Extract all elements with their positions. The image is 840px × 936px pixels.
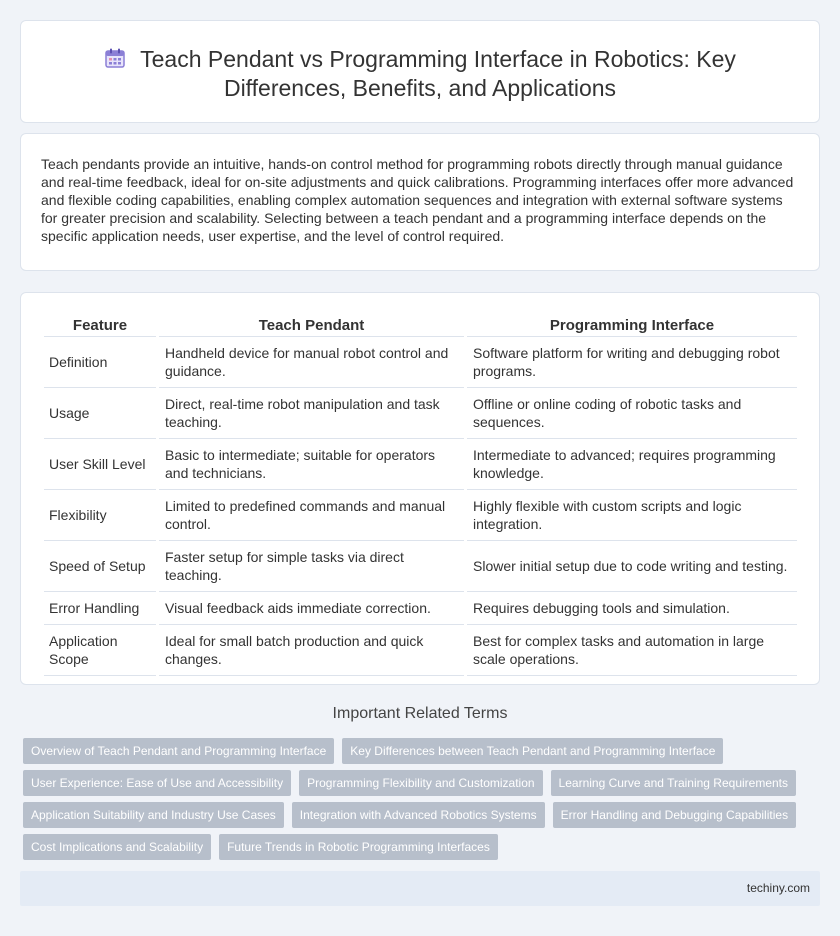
row-teach-pendant: Faster setup for simple tasks via direct teaching. bbox=[159, 541, 464, 592]
row-feature: Speed of Setup bbox=[44, 541, 156, 592]
table-row bbox=[44, 337, 797, 388]
title-line-1: Teach Pendant vs Programming Interface in Robotics: Key bbox=[140, 46, 736, 72]
table-row bbox=[44, 490, 797, 541]
page-title bbox=[21, 45, 819, 103]
related-tag[interactable]: Overview of Teach Pendant and Programming Interface bbox=[23, 738, 334, 764]
table-row bbox=[44, 592, 797, 625]
row-programming-interface: Requires debugging tools and simulation. bbox=[467, 592, 797, 625]
row-teach-pendant: Handheld device for manual robot control and guidance. bbox=[159, 337, 464, 388]
header-feature: Feature bbox=[44, 317, 156, 337]
row-feature: Application Scope bbox=[44, 625, 156, 676]
table-row bbox=[44, 439, 797, 490]
related-tag[interactable]: Learning Curve and Training Requirements bbox=[551, 770, 796, 796]
title-line-2: Differences, Benefits, and Applications bbox=[223, 75, 617, 101]
row-teach-pendant: Visual feedback aids immediate correction. bbox=[159, 592, 464, 625]
related-terms-title: Important Related Terms bbox=[332, 705, 508, 722]
row-feature: Usage bbox=[44, 388, 156, 439]
related-tag[interactable]: User Experience: Ease of Use and Accessibility bbox=[23, 770, 291, 796]
row-feature: User Skill Level bbox=[44, 439, 156, 490]
row-teach-pendant: Direct, real-time robot manipulation and task teaching. bbox=[159, 388, 464, 439]
related-tag[interactable]: Future Trends in Robotic Programming Interfaces bbox=[219, 834, 498, 860]
related-tag[interactable]: Application Suitability and Industry Use Cases bbox=[23, 802, 284, 828]
comparison-card bbox=[20, 292, 820, 685]
title-card bbox=[20, 20, 820, 123]
comparison-table bbox=[41, 317, 800, 676]
footer-site-link[interactable]: techiny.com bbox=[746, 881, 810, 895]
row-programming-interface: Offline or online coding of robotic tasks and sequences. bbox=[467, 388, 797, 439]
table-row bbox=[44, 388, 797, 439]
row-programming-interface: Software platform for writing and debugging robot programs. bbox=[467, 337, 797, 388]
row-teach-pendant: Ideal for small batch production and quick changes. bbox=[159, 625, 464, 676]
row-programming-interface: Intermediate to advanced; requires programming knowledge. bbox=[467, 439, 797, 490]
calendar-icon bbox=[104, 47, 126, 69]
related-tag[interactable]: Integration with Advanced Robotics Systems bbox=[292, 802, 545, 828]
related-tag[interactable]: Error Handling and Debugging Capabilities bbox=[553, 802, 796, 828]
row-teach-pendant: Basic to intermediate; suitable for operators and technicians. bbox=[159, 439, 464, 490]
table-header-row bbox=[44, 317, 797, 337]
intro-card bbox=[20, 133, 820, 271]
header-programming-interface: Programming Interface bbox=[467, 317, 797, 337]
related-tag[interactable]: Cost Implications and Scalability bbox=[23, 834, 211, 860]
related-tag[interactable]: Key Differences between Teach Pendant and Programming Interface bbox=[342, 738, 723, 764]
related-tag[interactable]: Programming Flexibility and Customization bbox=[299, 770, 542, 796]
row-feature: Error Handling bbox=[44, 592, 156, 625]
row-feature: Flexibility bbox=[44, 490, 156, 541]
row-programming-interface: Slower initial setup due to code writing and testing. bbox=[467, 541, 797, 592]
row-teach-pendant: Limited to predefined commands and manual control. bbox=[159, 490, 464, 541]
footer bbox=[20, 871, 820, 906]
row-feature: Definition bbox=[44, 337, 156, 388]
related-terms-tags bbox=[23, 738, 813, 866]
table-row bbox=[44, 541, 797, 592]
table-row bbox=[44, 625, 797, 676]
row-programming-interface: Highly flexible with custom scripts and logic integration. bbox=[467, 490, 797, 541]
header-teach-pendant: Teach Pendant bbox=[159, 317, 464, 337]
intro-paragraph: Teach pendants provide an intuitive, hands-on control method for programming robots directly through manual guidance and real-time feedback, ideal for on-site adjustments and quick calibrations. Programming interfaces offer more advanced and flexible coding capabilities, enabling complex automation sequences and integration with external software systems for greater precision and scalability. Selecting between a teach pendant and a programming interface depends on the specific application needs, user expertise, and the level of control required. bbox=[41, 156, 794, 244]
row-programming-interface: Best for complex tasks and automation in large scale operations. bbox=[467, 625, 797, 676]
